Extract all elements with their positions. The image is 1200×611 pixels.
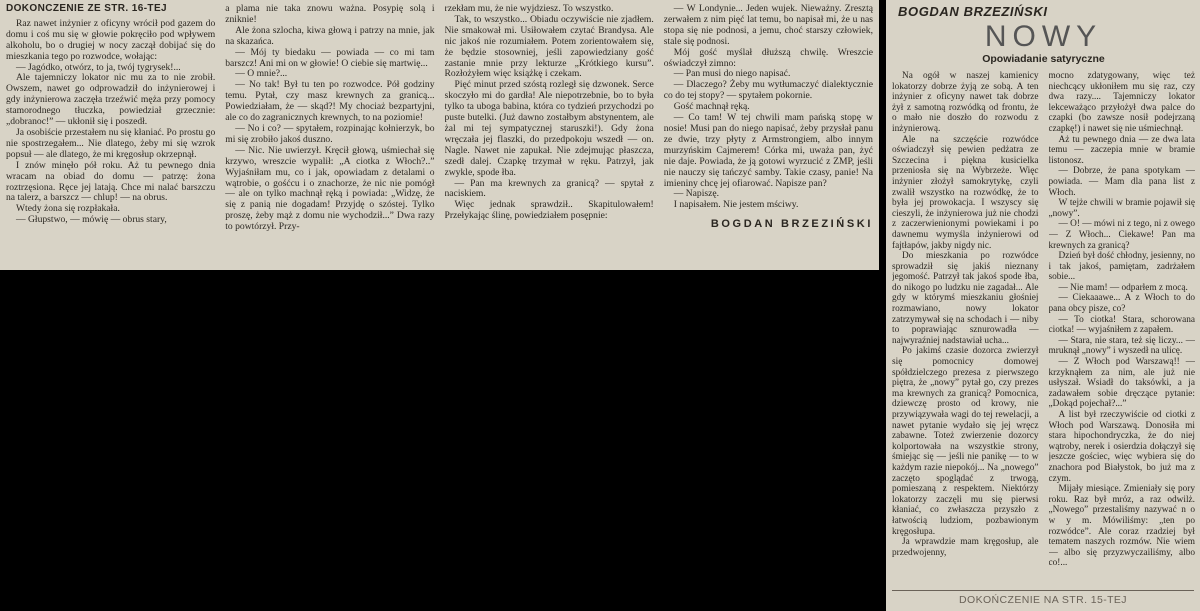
paragraph: Po jakimś czasie dozorca zwierzył się pomocnicy domowej spółdzielczego prezesa z pierwszego piętra, że „nowy” pytał go, czy prezes ma krewnych za granicą? Pomocnica, dziewczę prosto od krowy, nie przywiązywała wagi do tej rewelacji, a nawet pytanie wydało się jej wręcz zabawne. Toteż zwierzenie dozorcy kolportowała na wszystkie strony, śmiejąc się — jeśli nie panikę — to w każdym razie niepokój... Na „nowego” zaczęto spoglądać z trwogą, pomieszaną z respektem. Niektórzy lokatorzy zaczęli mu się pierwsi kłaniać, co zwłaszcza przyszło z łatwością ludziom, pozbawionym kręgosłupa.	[892, 346, 1039, 537]
paragraph: Aż tu pewnego dnia — ze dwa lata temu — zaczepia mnie w bramie listonosz.	[1048, 134, 1195, 166]
paragraph: Ja osobiście przestałem nu się kłaniać. Po prostu go nie spostrzegałem... Nie dlatego, żeby mi się wzrok popsuł — ale dlatego, że mi kręgosłup okrzepnął.	[6, 126, 216, 160]
paragraph: Wtedy żona się rozpłakała.	[16, 203, 120, 215]
text-column-4	[664, 4, 873, 270]
paragraph: — Mój ty biedaku — powiada — co mi tam barszcz! Ani mi on w głowie! O ciebie się martwię...	[225, 46, 435, 69]
text-column-1	[892, 71, 1039, 591]
paragraph: Więc jednak sprawdził.. Skapitulowałem! Przełykając ślinę, powiedziałem posępnie:	[444, 199, 654, 222]
paragraph: — Dlaczego? Żeby mu wytłumaczyć dialektycznie co do tej stopy? — spytałem pokornie.	[663, 79, 873, 102]
divider	[892, 590, 1194, 591]
paragraph: — O mnie?...	[235, 68, 288, 80]
paragraph: Mój gość myślał dłuższą chwilę. Wreszcie oświadczył zimno:	[663, 46, 873, 69]
paragraph: Gość machnął ręką.	[673, 101, 750, 113]
text-column-3	[445, 4, 654, 270]
paragraph: — O! — mówi ni z tego, ni z owego — Z Włoch... Ciekawe! Pan ma krewnych za granicą?	[1048, 219, 1195, 251]
paragraph: — Napiszę.	[673, 188, 720, 200]
continuation-heading: DOKOŃCZENIE ZE STR. 16-TEJ	[6, 4, 167, 14]
author-name: BOGDAN BRZEZIŃSKI	[898, 4, 1048, 19]
continued-note: DOKOŃCZENIE NA STR. 15-TEJ	[959, 594, 1127, 606]
paragraph: — W Londynie... Jeden wujek. Nieważny. Zresztą zerwałem z nim pięć lat temu, bo napisał mi, że u nas stopa się nie podnosi, a jemu, choć starszy człowiek, stale się podnosi.	[663, 4, 873, 47]
paragraph: Ale tajemniczy lokator nic mu za to nie zrobił. Owszem, nawet go odprowadził do inżynierowej i gdy inżynierowa zaczęła trzeźwić męża przy pomocy stamorodnego tłuczka, powiedział grzecznie: „dobranoc!” — ukłonił się i poszedł.	[6, 72, 216, 128]
paragraph: — Stara, nie stara, też się liczy... — mruknął „nowy” i wyszedł na ulicę.	[1048, 335, 1195, 357]
paragraph: Mijały miesiące. Zmieniały się pory roku. Raz był mróz, a raz odwilż. „Nowego” przestaliśmy nazywać n o w y m. Mówiliśmy: „ten po rozwódce”. Ale coraz rzadziej był tematem naszych rozmów. Nie wiem — albo się przyzwyczailiśmy, albo co!...	[1048, 484, 1195, 569]
text-column-2	[225, 4, 434, 270]
paragraph: I napisałem. Nie jestem mściwy.	[673, 199, 799, 211]
paragraph: — Co tam! W tej chwili mam pańską stopę w nosie! Musi pan do niego napisać, żeby przysłał panu ze dwie, trzy płyty z Armstrongiem, albo innym murzyńskim Cajmerem! Córka mi, uważa pan, żyć nie daje. Powiada, że ją gotowi wyrzucić z ZMP, jeśli nie nauczy się tańczyć samby. Takie czasy, panie! Na imieniny chcę jej ofiarować. Napisze pan?	[663, 112, 873, 189]
author-signature: BOGDAN BRZEZIŃSKI	[710, 218, 873, 231]
paragraph: Do mieszkania po rozwódce sprowadził się jakiś nieznany jegomość. Patrzył tak jakoś spode łba, do nikogo po ludzku nie zagadał... Ale gdy w którymś mieszkaniu głośniej rozmawiano, nowy lokator zatrzymywał się na schodach i — niby to poprawiając sznurowadła — najwyraźniej nadstawiał ucha...	[892, 251, 1039, 346]
paragraph: — Nie mam! — odparłem z mocą.	[1058, 282, 1188, 293]
paragraph: Na ogół w naszej kamienicy lokatorzy dobrze żyją ze sobą. A ten inżynier z oficyny nawet tak dobrze żył z samotną rozwódką od frontu, że o mało nie doszło do rozwodu z inżynierową.	[892, 71, 1039, 134]
article-continuation-clipping	[0, 0, 879, 270]
paragraph: — Pan ma krewnych za granicą? — spytał z naciskiem.	[444, 177, 654, 200]
paragraph: — Dobrze, że pana spotykam — powiada. — Mam dla pana list z Włoch.	[1048, 166, 1195, 198]
paragraph: — Nic. Nie uwierzył. Kręcił głową, uśmiechał się krzywo, wreszcie wypalił: „A ciotka z Włoch?..” Wyjaśniłam mu, co i jak, opowiadam z detalami o wątrobie, o gośćcu i o znachorze, że nic nie pomógł — ale on tylko machnął ręką i powiada: „Widzę, że się z panią nie dogadam! Przyjdę o szóstej. Tylko proszę, żeby mąż z domu nie wychodził...” Dwa razy to powtórzył. Przy-	[225, 144, 435, 233]
paragraph: W tejże chwili w bramie pojawił się „nowy”.	[1048, 198, 1195, 219]
paragraph: A list był rzeczywiście od ciotki z Włoch pod Warszawą. Donosiła mi stara hipochondryczka, że do niej wątroby, nerek i osierdzia dołączył się jeszcze gościec, więc wybiera się do znachora pod Białystok, bo już ma z czym.	[1048, 410, 1195, 484]
paragraph: Raz nawet inżynier z oficyny wrócił pod gazem do domu i coś mu się w głowie pokręciło pod wpływem alkoholu, bo o drugiej w nocy zaczął dobijać się do mieszkania tego po rozwodce, wołając:	[6, 17, 216, 62]
paragraph: Dzień był dość chłodny, jesienny, no i tak jakoś, pamiętam, zadrżałem sobie...	[1048, 251, 1195, 283]
paragraph: rzekłam mu, że nie wyjdziesz. To wszystko.	[444, 4, 614, 14]
story-genre: Opowiadanie satyryczne	[982, 53, 1105, 65]
story-start-clipping	[886, 0, 1200, 611]
paragraph: — Z Włoch pod Warszawą!! — krzyknąłem za nim, ale już nie usłyszał. Wsiadł do taksówki, a ja zadawałem sobie dręczące pytanie: „Dokąd pojechał?...”	[1048, 357, 1195, 410]
story-title: NOWY	[984, 20, 1103, 53]
text-column-1	[6, 4, 215, 270]
paragraph: Ale na szczęście rozwódce oświadczył się pewien pedżatra ze Szczecina i piękna kusicielka przeniosła się na Wybrzeże. Więc inżynier złożył samokrytykę, czyli zwalił wszystko na rozwódkę, że to była jej prowokacja. I wszyscy się cieszyli, że inżynierowa już nie chodzi z zaczerwienionymi powiekami i po dawnemu wymyśla inżynierowi od fajtłapów, jakby nigdy nic.	[892, 134, 1039, 251]
paragraph: — No i co? — spytałem, rozpinając kołnierzyk, bo mi się zrobiło jakoś duszno.	[225, 122, 435, 145]
paragraph: I znów minęło pół roku. Aż tu pewnego dnia wracam na obiad do domu — patrzę: żona roztrzęsiona. Ręce jej latają. Chce mi nalać barszczu na talerz, a barszcz — chlup! — na obrus.	[6, 159, 216, 204]
paragraph: Pięć minut przed szóstą rozległ się dzwonek. Serce skoczyło mi do gardła! Ale niepotrzebnie, bo to była tylko ta uboga babina, która co tydzień przychodzi po puste butelki. (Już dawno zostałbym abstynentem, ale żal mi tej sympatycznej staruszki!). Gdy żona wręczała jej flaszki, do przedpokoju wszedł — on. Nagle. Nawet nie zapukał. Nie zdejmując płaszcza, szedł dalej. Czapkę trzymał w ręku. Patrzył, jak zwykle, spode łba.	[444, 79, 654, 178]
paragraph: Ale żona szlocha, kiwa głową i patrzy na mnie, jak na skazańca.	[225, 24, 435, 47]
paragraph: Tak, to wszystko... Obiadu oczywiście nie zjadłem. Nie smakował mi. Usiłowałem czytać Brandysa. Ale nic jakoś nie rozumiałem. Potem zorientowałem się, że będzie stosowniej, jeśli zapowiedziany gość zastanie mnie przy lekturze „Krótkiego kursu”. Rozłożyłem więc książkę i czekam.	[444, 13, 654, 80]
paragraph: — Pan musi do niego napisać.	[673, 68, 791, 80]
paragraph: — To ciotka! Stara, schorowana ciotka! — wyjaśniłem z zapałem.	[1048, 314, 1195, 336]
text-column-2	[1049, 71, 1196, 591]
paragraph: — Głupstwo, — mówię — obrus stary,	[16, 214, 167, 226]
paragraph: — Jagódko, otwórz, to ja, twój tygrysek!...	[16, 61, 181, 73]
paragraph: — Ciekaaawe... A z Włoch to do pana obcy pisze, co?	[1048, 293, 1195, 315]
paragraph: — No tak! Był tu ten po rozwodce. Pół godziny temu. Pytał, czy masz krewnych za granicą... Powiedziałam, że — skąd?! My chociaż bezpartyjni, ale co do zagranicznych krewnych, to na poziomie!	[225, 79, 435, 124]
paragraph: a plama nie taka znowu ważna. Posypię solą i zniknie!	[225, 4, 435, 25]
paragraph: Ja wprawdzie mam kręgosłup, ale przedwojenny,	[892, 537, 1039, 558]
paragraph: mocno zdatygowany, więc też niechcący ukłoniłem mu się raz, czy dwa razy.... Tajemniczy lokator lekceważąco przyłożył dwa palce do czapki (bo zawsze nosił podejrzaną czapkę!) i nawet się nie uśmiechnął.	[1048, 71, 1195, 134]
